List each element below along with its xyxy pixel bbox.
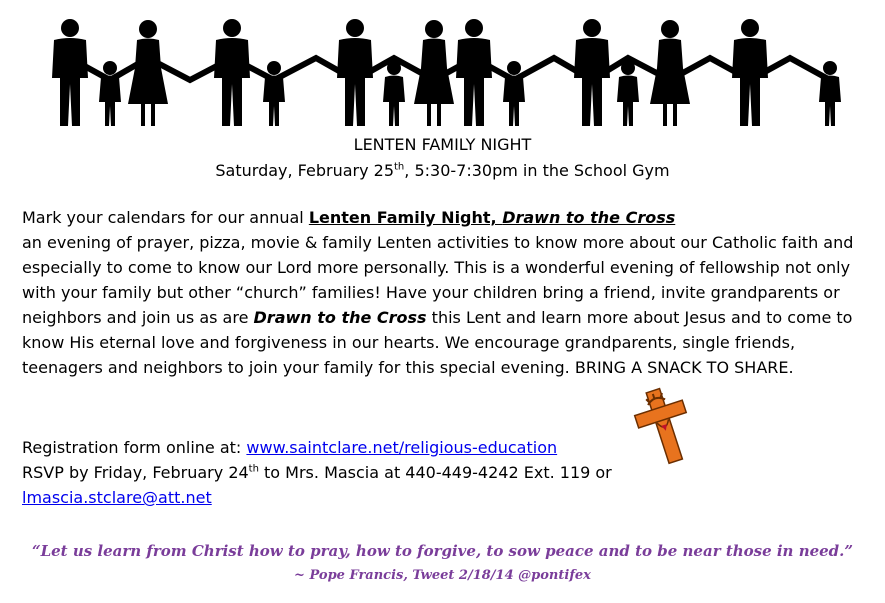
description [22,205,872,380]
event-date-suffix: th [394,161,405,173]
quote-attribution: ~ Pope Francis, Tweet 2/18/14 @pontifex [294,568,591,583]
registration-line [22,435,722,460]
intro-text: Mark your calendars for our annual [22,208,309,227]
description-paragraph [22,230,872,380]
event-name-label: Lenten Family Night, [308,208,503,227]
registration-info [22,435,722,510]
event-date-rest: , 5:30-7:30pm in the School Gym [404,161,670,180]
event-theme: Drawn to the Cross [502,208,676,227]
event-date [0,161,885,180]
email-line [22,485,722,510]
intro-line [22,205,872,230]
paragraph-part2: this Lent and learn more about Jesus and to come to know His eternal love and forgiveness in our hearts. We encourage grandparents, single friends, teenagers and neighbors to join your family for this special evening. BRING A SNACK TO SHARE. [22,308,853,377]
family-silhouette-banner [50,18,860,130]
event-date-main: Saturday, February 25 [215,161,395,180]
email-link[interactable]: lmascia.stclare@att.net [22,488,212,507]
rsvp-line [22,460,722,485]
rsvp-rest: to Mrs. Mascia at 440-449-4242 Ext. 119 or [258,463,612,482]
event-title: LENTEN FAMILY NIGHT [353,135,532,154]
paragraph-theme: Drawn to the Cross [253,308,427,327]
rsvp-prefix: RSVP by Friday, February 24 [22,463,249,482]
registration-link[interactable]: www.saintclare.net/religious-education [246,438,558,457]
event-name [309,208,675,227]
paragraph-part1: an evening of prayer, pizza, movie & family Lenten activities to know more about our Catholic faith and especially to come to know our Lord more personally. This is a wonderful evening of fellowship not only with your family but other “church” families! Have your children bring a friend, invite grandparents or neighbors and join us as are [22,233,854,327]
pope-quote: “Let us learn from Christ how to pray, how to forgive, to sow peace and to be near those in need.” [31,542,854,560]
registration-label: Registration form online at: [22,438,247,457]
rsvp-suffix: th [248,463,259,475]
